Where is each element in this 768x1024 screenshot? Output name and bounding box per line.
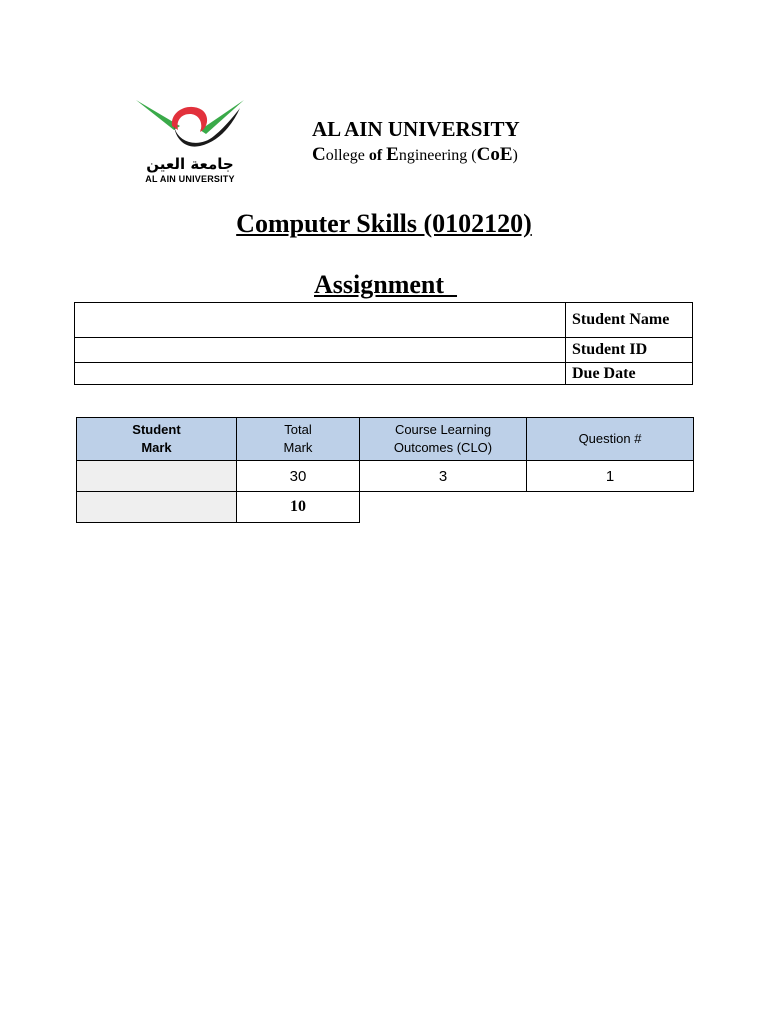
university-name: AL AIN UNIVERSITY	[312, 117, 520, 141]
header-total-mark-line2: Mark	[283, 440, 313, 455]
due-date-label: Due Date	[566, 363, 693, 385]
college-abbreviation: CoE	[476, 144, 513, 165]
logo-english-text: AL AIN UNIVERSITY	[145, 174, 235, 184]
college-close-paren: )	[512, 147, 518, 164]
student-mark-cell[interactable]	[77, 461, 237, 492]
header-student-mark-line1: Student	[132, 422, 181, 437]
table-row	[77, 461, 694, 492]
table-row	[77, 492, 694, 523]
header-clo	[360, 418, 527, 461]
header-total-mark	[237, 418, 360, 461]
table-row	[75, 303, 693, 338]
college-name	[312, 144, 518, 166]
header-question: Question #	[527, 418, 694, 461]
college-initial-c: C	[312, 144, 326, 165]
clo-cell: 3	[360, 461, 527, 492]
table-header-row	[77, 418, 694, 461]
college-word-ngineering: ngineering (	[398, 147, 477, 164]
header-student-mark-line2: Mark	[141, 440, 172, 455]
student-total-mark-cell[interactable]	[77, 492, 237, 523]
question-cell: 1	[527, 461, 694, 492]
assignment-title: Assignment	[314, 270, 458, 299]
header-student-mark	[77, 418, 237, 461]
empty-cell	[360, 492, 527, 523]
total-mark-cell: 30	[237, 461, 360, 492]
course-title: Computer Skills (0102120)	[236, 209, 532, 238]
logo-arabic-text: جامعة العين	[146, 155, 234, 173]
student-id-field[interactable]	[75, 338, 566, 363]
college-word-of: of	[368, 147, 383, 164]
due-date-field[interactable]	[75, 363, 566, 385]
logo-emblem-icon	[134, 96, 246, 156]
total-mark-sum-cell: 10	[237, 492, 360, 523]
student-name-field[interactable]	[75, 303, 566, 338]
table-row	[75, 338, 693, 363]
mark-table	[76, 417, 694, 523]
student-id-label: Student ID	[566, 338, 693, 363]
college-word-ollege: ollege	[325, 147, 369, 164]
header-clo-line1: Course Learning	[394, 422, 492, 437]
university-logo	[134, 96, 246, 188]
header-clo-line2: Outcomes (CLO)	[393, 440, 493, 455]
college-initial-e: E	[386, 144, 399, 165]
student-name-label: Student Name	[566, 303, 693, 338]
empty-cell	[527, 492, 694, 523]
table-row	[75, 363, 693, 385]
header-total-mark-line1: Total	[284, 422, 312, 437]
student-info-table	[74, 302, 693, 385]
